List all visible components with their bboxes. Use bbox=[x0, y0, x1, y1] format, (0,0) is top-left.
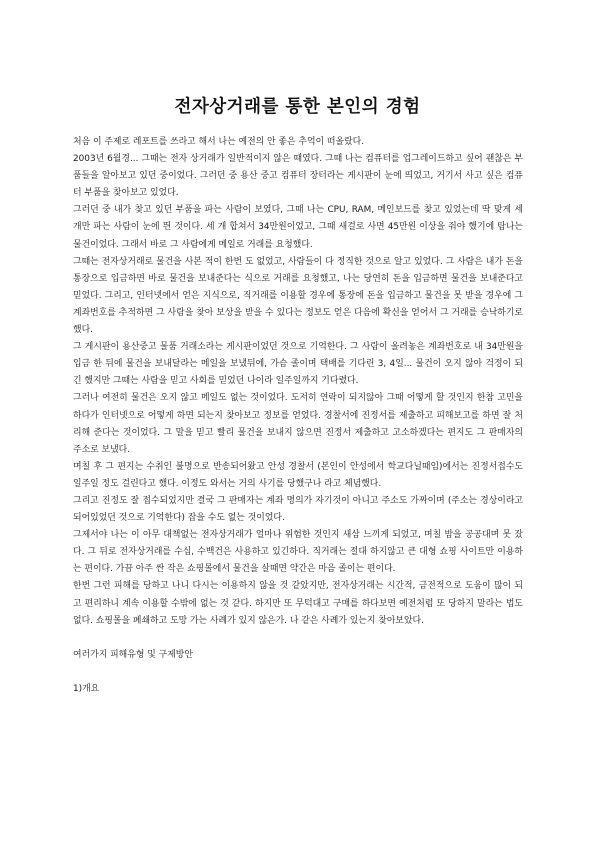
document-title: 전자상거래를 통한 본인의 경험 bbox=[174, 97, 421, 117]
document-body bbox=[73, 134, 523, 698]
subsection-heading: 1)개요 bbox=[73, 683, 100, 694]
paragraph: 한번 그런 피해를 당하고 나니 다시는 이용하지 않을 것 같았지만, 전자상거래는 시간적, 금전적으로 도움이 많이 되고 편리하니 계속 이용할 수밖에 없는 것 같다. 하지만 또 무턱대고 구매를 하다보면 예전처럼 또 당하지 말라는 법도 없다. 쇼핑몰을 폐쇄하고 도망 가는 사례가 있지 않은가. 나 같은 사례가 있는지 찾아보았다. bbox=[73, 581, 523, 626]
paragraph: 그제서야 나는 이 아무 대책없는 전자상거래가 얼마나 위험한 것인지 새삼 느끼게 되었고, 며칠 밤을 공공대며 못 잤다. 그 뒤로 전자상거래를 수십, 수백건은 사용하고 있긴하다. 직거래는 절대 하지않고 큰 대형 쇼핑 사이트만 이용하는 편이다. 가끔 아주 싼 작은 쇼핑몰에서 물건을 살때면 약간은 마음 졸이는 편이다. bbox=[73, 530, 523, 575]
spacer bbox=[73, 664, 523, 681]
paragraph: 그리고 진정도 잘 접수되었지만 결국 그 판매자는 계좌 명의가 자기것이 아니고 주소도 가짜이며 (주소는 경상이라고 되어있었던 것으로 기억한다) 잡을 수도 없는 것이었다. bbox=[73, 495, 523, 524]
paragraph: 2003년 6월경... 그때는 전자 상거래가 일반적이지 않은 때였다. 그때 나는 컴퓨터를 업그레이드하고 싶어 괜찮은 부품들을 알아보고 있던 중이었다. 그러던 중 용산 중고 컴퓨터 장터라는 게시판이 눈에 띄었고, 거기서 사고 싶은 컴퓨터 부품을 찾아보고 있었다. bbox=[73, 154, 523, 199]
paragraph: 그러나 여전히 물건은 오지 않고 메일도 없는 것이었다. 도저히 연락이 되지않아 그때 어떻게 할 것인지 한참 고민을 하다가 인터넷으로 어떻게 하면 되는지 찾아보고 정보를 얻었다. 경찰서에 진정서를 제출하고 피해보고를 하면 잘 처리해 준다는 것이었다. 그 말을 믿고 빨리 물건을 보내지 않으면 진정서 제출하고 고소하겠다는 편지도 그 판매자의 주소로 보냈다. bbox=[73, 393, 523, 455]
paragraph: 그 게시판이 용산중고 물품 거래소라는 게시판이었던 것으로 기억한다. 그 사람이 올려놓은 계좌번호로 내 34만원을 입금 한 뒤에 물건을 보내달라는 메일을 보냈뒤에, 가슴 졸이며 택배를 기다린 3, 4일... 물건이 오지 않아 걱정이 되긴 했지만 그때는 사람을 믿고 사회를 믿었던 나이라 일주일까지 기다렸다. bbox=[73, 342, 523, 387]
paragraph: 그때는 전자상거래로 물건을 사본 적이 한번 도 없었고, 사람들이 다 정직한 것으로 알고 있었다. 그 사람은 내가 돈을 통장으로 입금하면 바로 물건을 보내준다는 식으로 거래를 요청했고, 나는 당연히 돈을 입금하면 물건을 보내준다고 믿었다. 그리고, 인터넷에서 얻은 지식으로, 직거래를 이용할 경우에 통장에 돈을 입금하고 물건을 못 받을 경우에 그 계좌번호를 추적하면 그 사람을 찾아 보상을 받을 수 있다는 정보도 얻은 다음에 확신을 얻어서 그 거래를 승낙하기로 했다. bbox=[73, 256, 523, 336]
spacer bbox=[73, 630, 523, 647]
paragraph: 며칠 후 그 편지는 수취인 불명으로 반송되어왔고 안성 경찰서 (본인이 안성에서 학교다닐때임)에서는 진정서접수도 일주일 정도 걸린다고 했다. 이정도 와서는 거의 사기를 당했구나 라고 체념했다. bbox=[73, 461, 523, 489]
section-heading: 여러가지 피해유형 및 구제방안 bbox=[73, 649, 193, 660]
paragraph: 처음 이 주제로 레포트를 쓰라고 해서 나는 예전의 안 좋은 추억이 떠올랐다. bbox=[73, 137, 365, 147]
paragraph: 그러던 중 내가 찾고 있던 부품을 파는 사람이 보였다, 그때 나는 CPU, RAM, 메인보드를 찾고 있었는데 딱 맞게 세 개만 파는 사람이 눈에 띈 것이다. 세 개 합쳐서 34만원이었고, 그때 새걸로 사면 45만원 이상을 줘야 했기에 탐나는 물건이었다. 그래서 바로 그 사람에게 메일로 거래를 요청했다. bbox=[73, 205, 523, 250]
